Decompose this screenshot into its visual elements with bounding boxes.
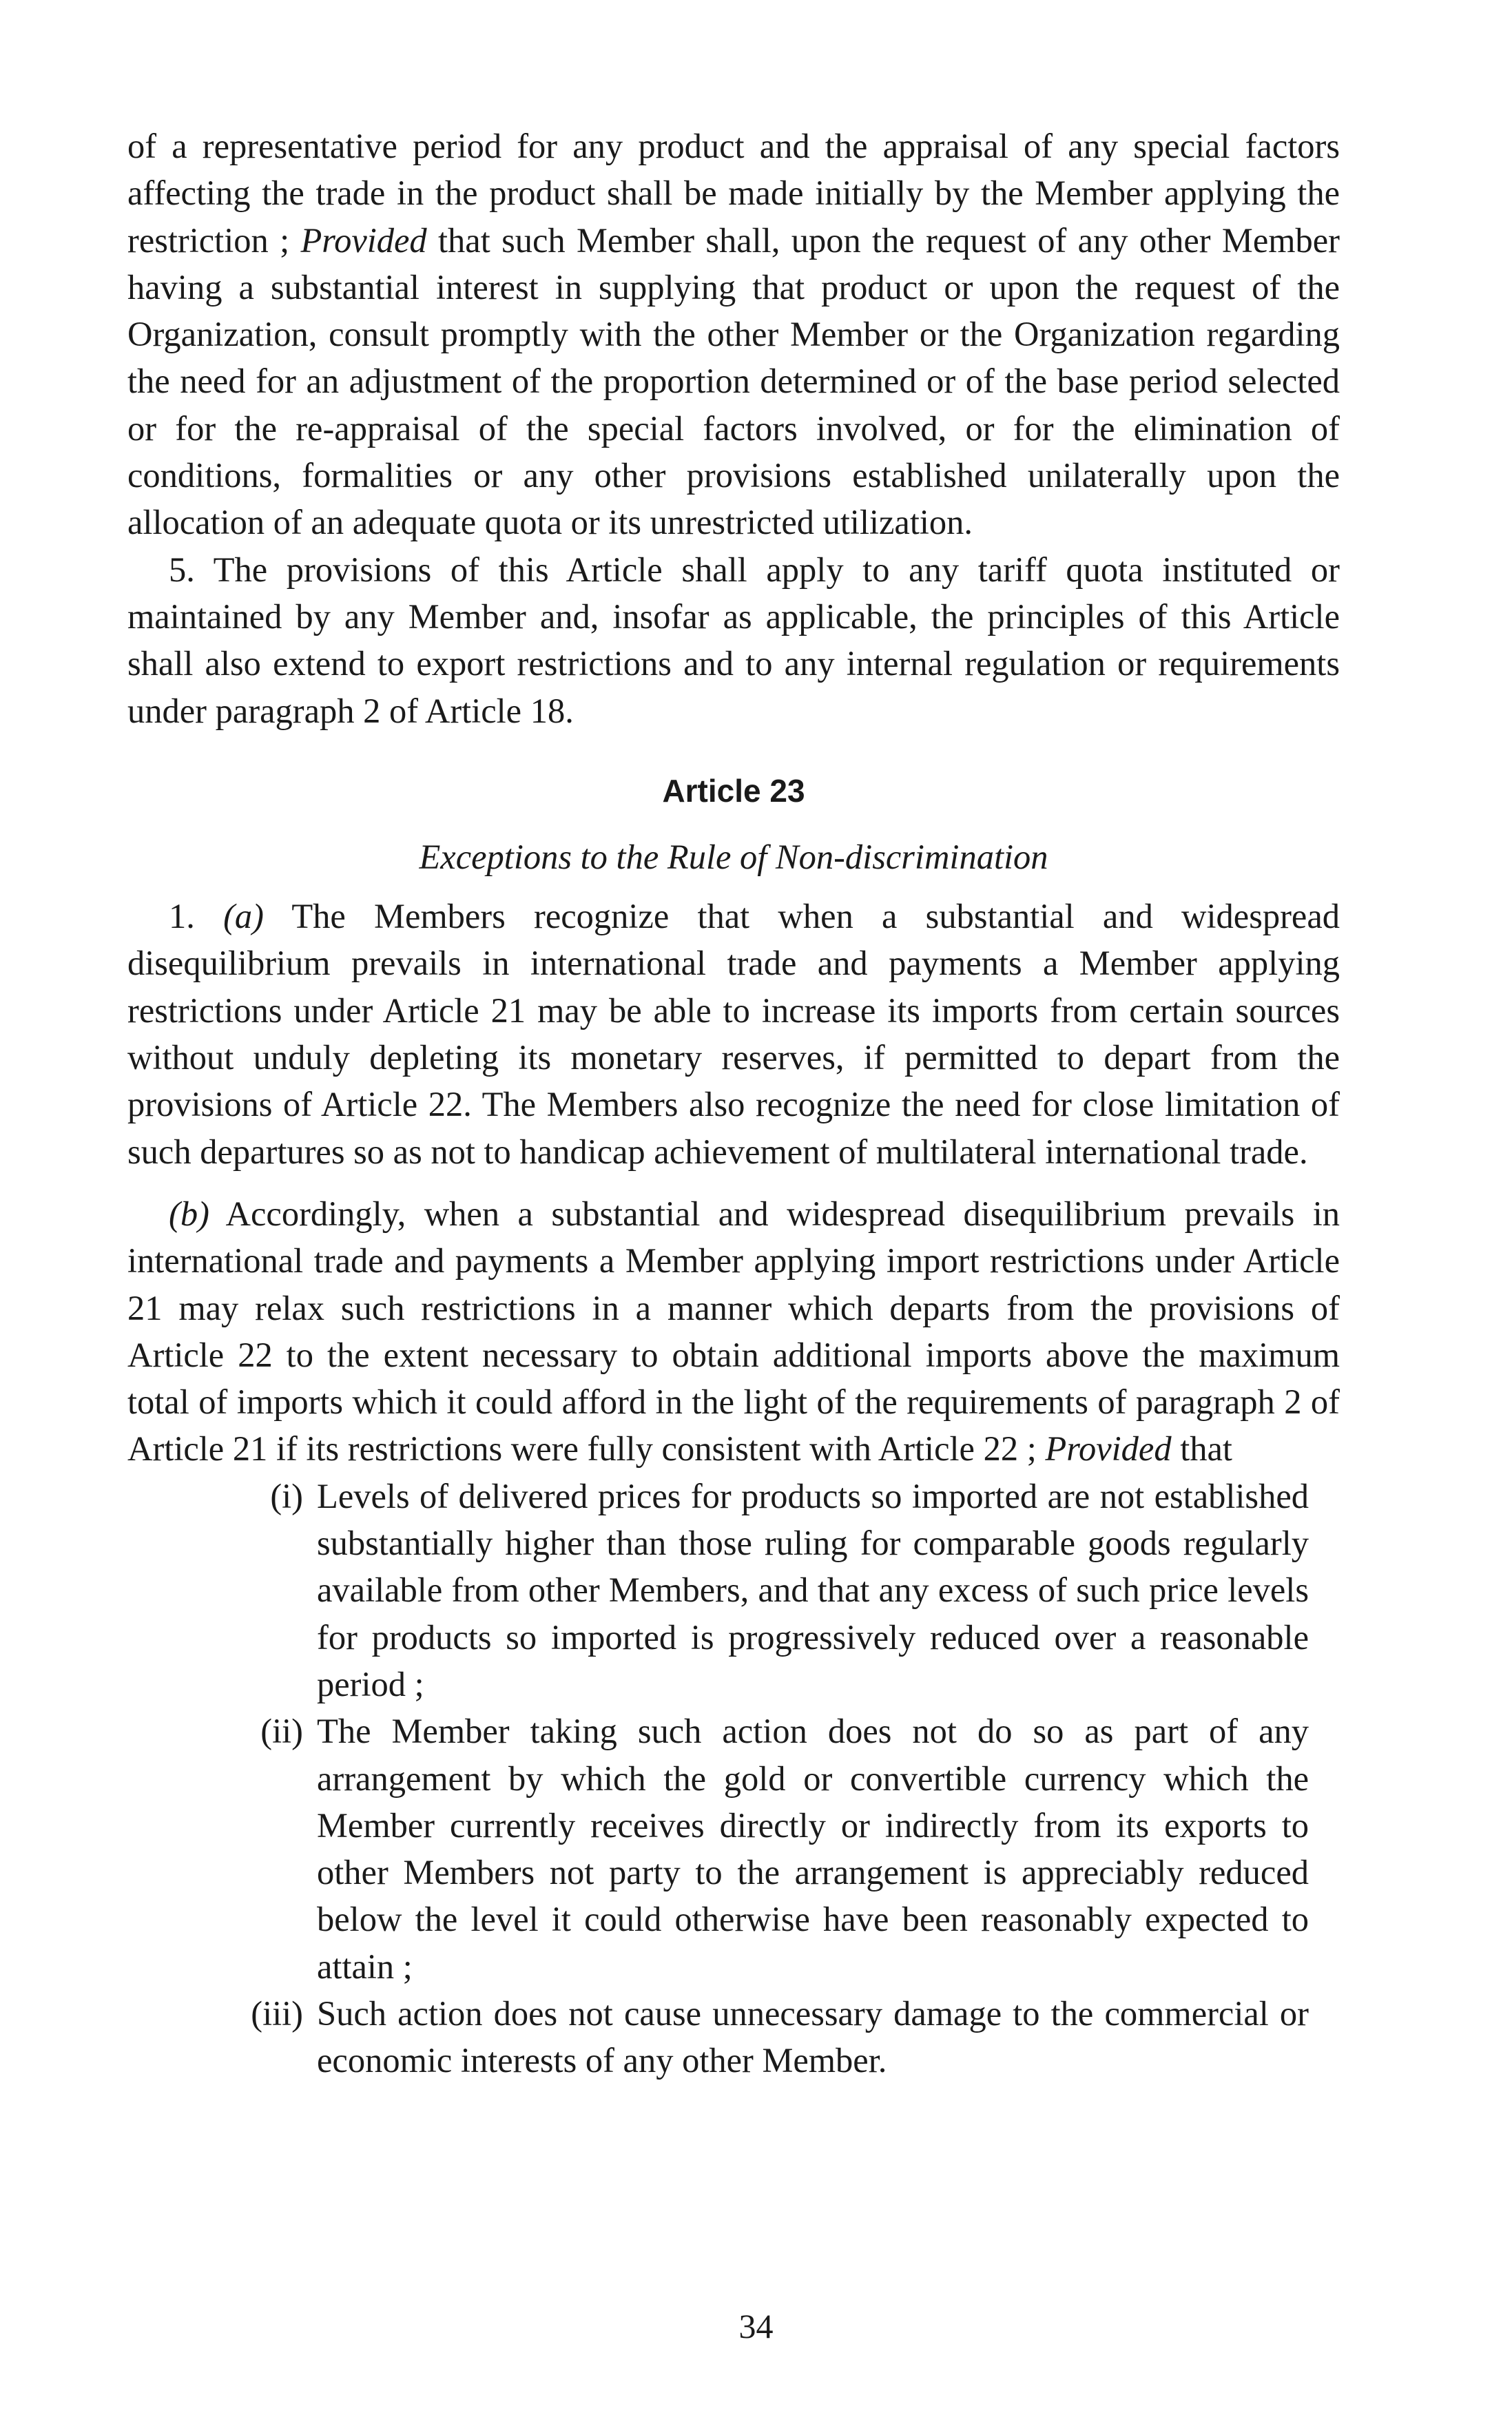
continuation-paragraph: [127, 123, 1340, 546]
paragraph-1a-letter: (a): [223, 897, 264, 936]
paragraph-1-number: 1.: [169, 897, 195, 936]
condition-item: [127, 1708, 1309, 1990]
continuation-text-start: of a representative period for any product and the appraisal of any special factors affecting the trade in the product shall be made initially by the Member applying the restriction ;: [127, 127, 1340, 260]
paragraph-1b: [127, 1190, 1340, 1473]
proviso-word: Provided: [300, 220, 427, 260]
paragraph-1b-proviso-tail: that: [1180, 1429, 1232, 1469]
paragraph-1b-text: Accordingly, when a substantial and widespread disequilibrium prevails in international trade and payments a Member applying import restrictions under Article 21 may relax such restrictions in a manner which departs from the provisions of Article 22 to the extent necessary to obtain additional imports above the maximum total of imports which it could afford in the light of the requirements of paragraph 2 of Article 21 if its restrictions were fully consistent with Article 22 ;: [127, 1194, 1340, 1469]
condition-label: (ii): [260, 1712, 303, 1751]
page-body: [127, 123, 1340, 2084]
continuation-text-end: that such Member shall, upon the request of any other Member having a substantial interest in supplying that product or upon the request of the Organization, consult promptly with the other Member or the Organization regarding the need for an adjustment of the proportion determined or of the base period selected or for the re-appraisal of the special factors involved, or for the elimination of conditions, formalities or any other provisions established unilaterally upon the allocation of an adequate quota or its unrestricted utilization.: [127, 220, 1340, 542]
paragraph-1a-text: The Members recognize that when a substantial and widespread disequilibrium prevails in international trade and payments a Member applying restrictions under Article 21 may be able to increase its imports from certain sources without unduly depleting its monetary reserves, if permitted to depart from the provisions of Article 22. The Members also recognize the need for close limitation of such departures so as not to handicap achievement of multilateral international trade.: [127, 897, 1340, 1171]
article-subheading: Exceptions to the Rule of Non-discrimination: [419, 837, 1048, 876]
condition-text: Such action does not cause unnecessary damage to the commercial or economic interests of any other Member.: [317, 1993, 1309, 2080]
page-number: 34: [738, 2307, 774, 2345]
condition-text: Levels of delivered prices for products so imported are not established substantially higher than those ruling for comparable goods regularly available from other Members, and that any excess of such price levels for products so imported is progressively reduced over a reasonable period ;: [317, 1476, 1309, 1703]
article-heading: Article 23: [662, 772, 805, 809]
paragraph-5-text: 5. The provisions of this Article shall apply to any tariff quota instituted or maintained by any Member and, insofar as applicable, the principles of this Article shall also extend to export restrictions and to any internal regulation or requirements under paragraph 2 of Article 18.: [127, 550, 1340, 730]
paragraph-1b-letter: (b): [169, 1194, 209, 1233]
paragraph-1b-proviso-word: Provided: [1045, 1429, 1172, 1469]
condition-label: (iii): [251, 1993, 303, 2033]
condition-item: [127, 1473, 1309, 1708]
condition-item: [127, 1990, 1309, 2084]
condition-text: The Member taking such action does not do so as part of any arrangement by which the gold or convertible currency which the Member currently receives directly or indirectly from its exports to other Members not party to the arrangement is appreciably reduced below the level it could otherwise have been reasonably expected to attain ;: [317, 1712, 1309, 1986]
paragraph-5: [127, 546, 1340, 734]
paragraph-1a: [127, 893, 1340, 1175]
condition-label: (i): [270, 1476, 303, 1515]
